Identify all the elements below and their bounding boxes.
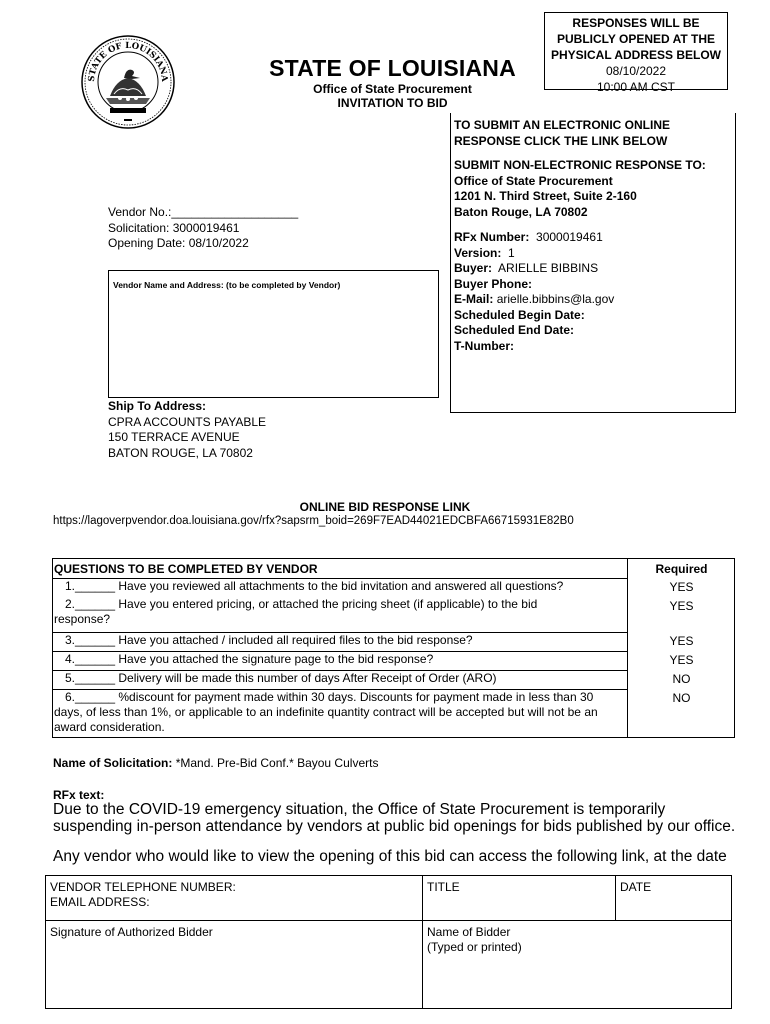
question-row[interactable] <box>53 651 627 669</box>
question-row[interactable] <box>53 689 627 737</box>
office-name: Office of State Procurement <box>313 82 472 96</box>
rfx-number-row <box>454 230 735 246</box>
required-answer: YES <box>669 580 694 594</box>
question-text: 4.______ Have you attached the signature page to the bid response? <box>65 652 434 666</box>
required-header: Required <box>655 562 708 576</box>
solicitation-number: Solicitation: 3000019461 <box>108 220 240 235</box>
ship-to-address <box>108 399 266 461</box>
opening-date-line: Opening Date: 08/10/2022 <box>108 236 249 250</box>
question-text: 3.______ Have you attached / included all required files to the bid response? <box>65 633 473 647</box>
ship-to-line-3: BATON ROUGE, LA 70802 <box>108 445 253 460</box>
scheduled-end-label: Scheduled End Date: <box>454 323 575 337</box>
question-text-wrap: award consideration. <box>54 720 165 734</box>
procurement-address-2: 1201 N. Third Street, Suite 2-160 <box>454 189 637 203</box>
email-label: E-Mail: <box>454 292 494 306</box>
vendor-number-field[interactable]: Vendor No.:___________________ <box>108 205 299 219</box>
questions-header: QUESTIONS TO BE COMPLETED BY VENDOR <box>54 562 318 576</box>
version-row <box>454 246 735 262</box>
question-text: 5.______ Delivery will be made this number of days After Receipt of Order (ARO) <box>65 671 497 685</box>
required-answer: NO <box>672 672 691 686</box>
online-bid-link-title: ONLINE BID RESPONSE LINK <box>299 500 471 514</box>
vendor-name-address-label: Vendor Name and Address: (to be completed by Vendor) <box>113 280 341 290</box>
solicitation-name-label: Name of Solicitation: <box>53 756 173 770</box>
date-label: DATE <box>620 880 652 894</box>
rfx-text-paragraph-1: Due to the COVID-19 emergency situation, the Office of State Procurement is temporarily suspending in-person attendance by vendors at public bid openings for bids published by our office. <box>53 801 736 835</box>
question-row[interactable] <box>53 597 627 631</box>
ship-to-line-1: CPRA ACCOUNTS PAYABLE <box>108 414 267 429</box>
buyer-row <box>454 261 735 277</box>
page-title: STATE OF LOUISIANA <box>269 55 516 81</box>
email-row <box>454 292 735 308</box>
scheduled-begin-label: Scheduled Begin Date: <box>454 307 585 322</box>
buyer-label: Buyer: <box>454 261 493 275</box>
signature-table <box>45 875 732 1009</box>
question-text: 2.______ Have you entered pricing, or attached the pricing sheet (if applicable) to the bid <box>65 597 538 611</box>
rfx-number-value: 3000019461 <box>536 230 603 244</box>
vendor-email-label: EMAIL ADDRESS: <box>50 895 150 909</box>
submission-info-box <box>450 113 736 413</box>
rfx-text-paragraph-2: Any vendor who would like to view the opening of this bid can access the following link, at the date <box>53 848 727 865</box>
rfx-text-label: RFx text: <box>53 788 105 802</box>
version-label: Version: <box>454 245 502 260</box>
seal-ring-text: STATE OF LOUISIANA <box>86 40 170 83</box>
responses-line-3: PHYSICAL ADDRESS BELOW <box>550 48 721 62</box>
title-cell[interactable] <box>427 880 460 895</box>
solicitation-name <box>53 756 378 770</box>
pelican-seal-icon <box>80 34 176 130</box>
signature-cell[interactable] <box>50 925 213 940</box>
question-text-wrap: response? <box>54 612 111 626</box>
vendor-phone-email-cell[interactable] <box>50 880 236 910</box>
state-seal <box>80 34 176 130</box>
responses-line-2: PUBLICLY OPENED AT THE <box>556 32 716 46</box>
responses-opening-box <box>544 12 728 94</box>
non-electronic-heading: SUBMIT NON-ELECTRONIC RESPONSE TO: <box>454 158 706 172</box>
bidder-name-sublabel: (Typed or printed) <box>427 940 522 954</box>
buyer-phone-label: Buyer Phone: <box>454 276 533 291</box>
title-label: TITLE <box>427 880 460 894</box>
rfx-number-label: RFx Number: <box>454 230 530 244</box>
question-row[interactable] <box>53 578 627 596</box>
buyer-value: ARIELLE BIBBINS <box>498 261 599 275</box>
document-type: INVITATION TO BID <box>337 96 448 110</box>
required-answer: YES <box>669 653 694 667</box>
electronic-instruction-2: RESPONSE CLICK THE LINK BELOW <box>454 133 668 148</box>
solicitation-name-value: *Mand. Pre-Bid Conf.* Bayou Culverts <box>175 756 379 770</box>
bidder-name-label: Name of Bidder <box>427 925 511 939</box>
date-cell[interactable] <box>620 880 651 895</box>
required-answer: YES <box>669 634 694 648</box>
procurement-address-3: Baton Rouge, LA 70802 <box>454 204 588 219</box>
question-row[interactable] <box>53 632 627 650</box>
t-number-label: T-Number: <box>454 338 514 353</box>
required-answer: NO <box>672 691 691 705</box>
question-text: 6.______ %discount for payment made within 30 days. Discounts for payment made in less than 30 <box>65 690 594 704</box>
ship-to-label: Ship To Address: <box>108 399 207 413</box>
vendor-phone-label: VENDOR TELEPHONE NUMBER: <box>50 880 236 894</box>
version-value: 1 <box>508 245 515 260</box>
vendor-name-address-box[interactable] <box>108 270 439 398</box>
vendor-details <box>108 205 298 252</box>
bidder-name-cell[interactable] <box>427 925 522 955</box>
procurement-address-1: Office of State Procurement <box>454 173 613 188</box>
required-answer: YES <box>669 599 694 613</box>
electronic-instruction-1: TO SUBMIT AN ELECTRONIC ONLINE <box>454 118 670 132</box>
question-row[interactable] <box>53 670 627 688</box>
signature-label: Signature of Authorized Bidder <box>50 925 213 939</box>
opening-date: 08/10/2022 <box>605 64 667 78</box>
vendor-questions-table <box>52 558 735 738</box>
opening-time: 10:00 AM CST <box>596 80 676 94</box>
ship-to-line-2: 150 TERRACE AVENUE <box>108 430 240 444</box>
question-text-wrap: days, of less than 1%, or applicable to an indefinite quantity contract will be accepted but will not be an <box>54 705 598 719</box>
responses-line-1: RESPONSES WILL BE <box>572 16 700 30</box>
online-bid-link[interactable]: https://lagoverpvendor.doa.louisiana.gov/rfx?sapsrm_boid=269F7EAD44021EDCBFA66715931E82B0 <box>53 515 574 527</box>
email-value[interactable]: arielle.bibbins@la.gov <box>496 292 615 306</box>
question-text: 1.______ Have you reviewed all attachments to the bid invitation and answered all questions? <box>65 579 564 593</box>
